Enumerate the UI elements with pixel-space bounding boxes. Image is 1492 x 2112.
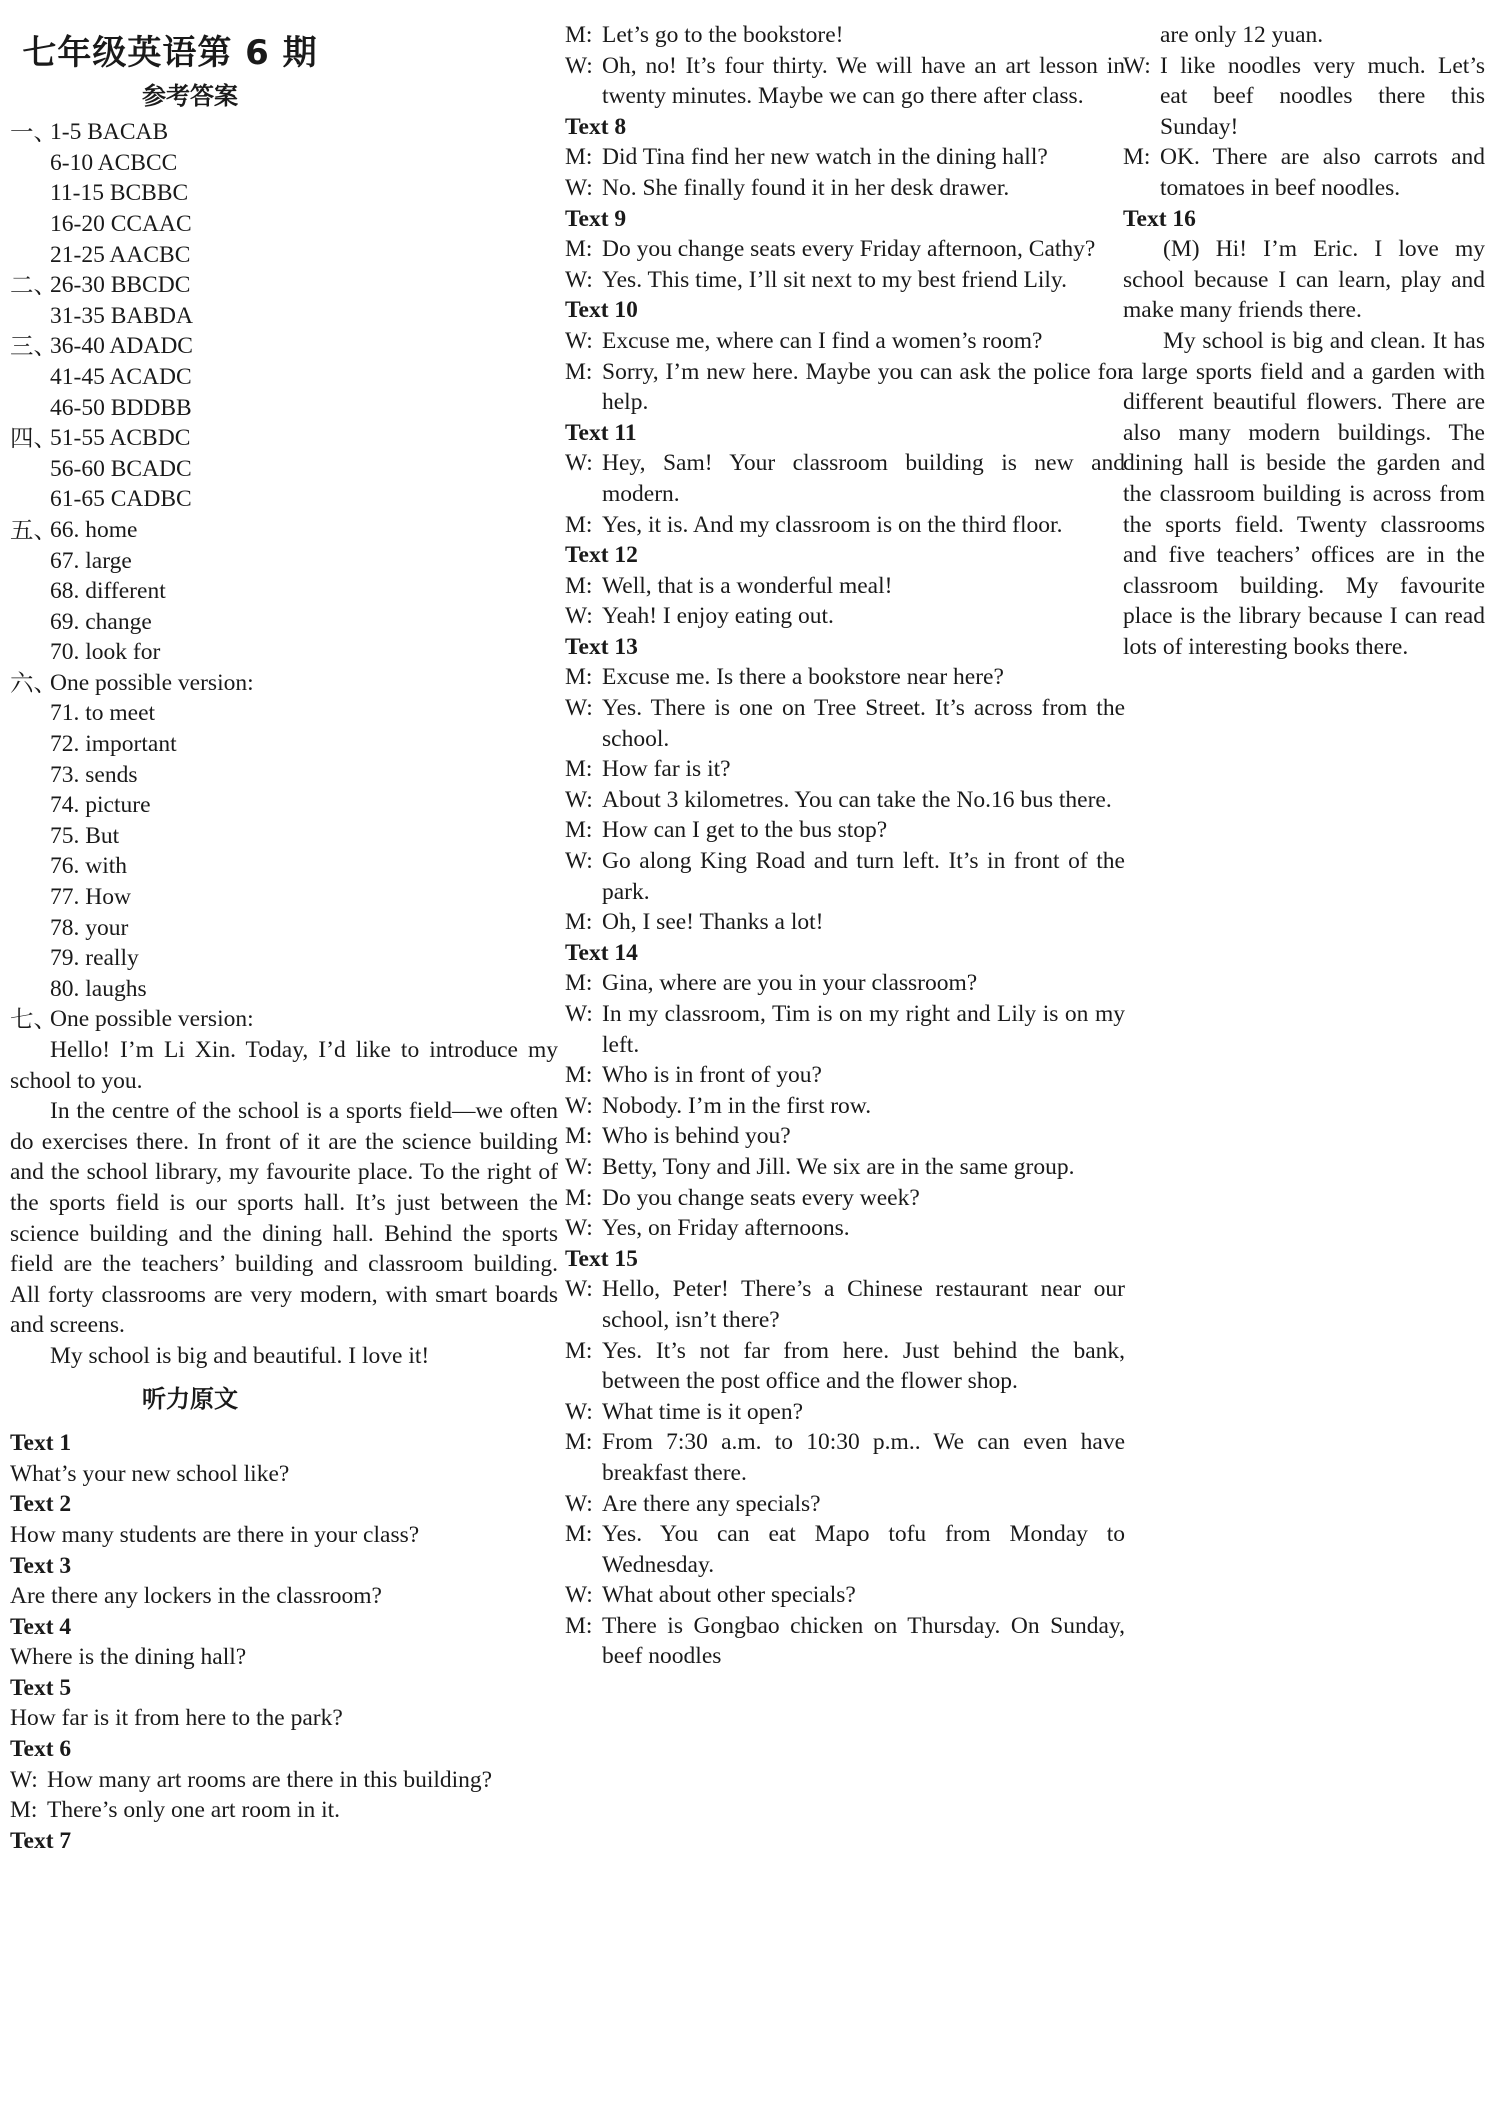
text16-passage: [1123, 234, 1485, 662]
listening-texts-middle: [565, 20, 1125, 1672]
answer-line: 1-5 BACAB: [50, 119, 169, 146]
section-label: 四、: [10, 424, 57, 453]
column-middle: [565, 20, 1125, 1672]
answer-row: [10, 760, 558, 791]
dialogue-line: [565, 1183, 1125, 1214]
speaker-spacer: [1123, 20, 1160, 51]
answer-row: [10, 607, 558, 638]
dialogue-line: [565, 693, 1125, 754]
dialogue-line: [565, 1213, 1125, 1244]
dialogue-line: [565, 846, 1125, 907]
dialogue-line: [10, 1642, 558, 1673]
answer-line: 26-30 BBCDC: [50, 272, 191, 299]
dialogue-line: [565, 1519, 1125, 1580]
text-heading: Text 12: [565, 542, 638, 569]
text-heading: Text 8: [565, 113, 627, 140]
text16-paragraph: (M) Hi! I’m Eric. I love my school because I can learn, play and make many friends there.: [1123, 236, 1485, 324]
dialogue-text: Yes. It’s not far from here. Just behind the bank, between the post office and the flower shop.: [602, 1337, 1125, 1395]
dialogue-line: [10, 1703, 558, 1734]
dialogue-text: What about other specials?: [602, 1582, 856, 1609]
section-label: [10, 148, 50, 179]
answer-row: [10, 882, 558, 913]
dialogue-text: Did Tina find her new watch in the dining hall?: [602, 144, 1048, 171]
section-label: 五、: [10, 515, 57, 544]
dialogue-line: [565, 20, 1125, 51]
dialogue-text: Yes. You can eat Mapo tofu from Monday to Wednesday.: [602, 1521, 1125, 1578]
dialogue-text: How can I get to the bus stop?: [602, 817, 888, 844]
dialogue-line: [565, 1611, 1125, 1672]
speaker-label: W:: [10, 1766, 38, 1793]
answer-line: 75. But: [50, 822, 120, 849]
text-heading: Text 5: [10, 1674, 72, 1701]
dialogue-text: I like noodles very much. Let’s eat beef noodles there this Sunday!: [1160, 52, 1485, 140]
speaker-label: M:: [565, 970, 593, 997]
answer-key: [10, 117, 558, 1004]
speaker-label: W:: [1123, 52, 1151, 79]
speaker-label: M:: [565, 1184, 593, 1211]
dialogue-text: About 3 kilometres. You can take the No.16 bus there.: [602, 786, 1112, 813]
dialogue-line: [10, 1581, 558, 1612]
speaker-label: W:: [565, 174, 593, 201]
answer-row: [10, 698, 558, 729]
answer-line: 77. How: [50, 884, 131, 911]
answer-line: 80. laughs: [50, 975, 147, 1002]
dialogue-line: [565, 357, 1125, 418]
answer-row: [10, 790, 558, 821]
answer-row: [10, 668, 558, 699]
dialogue-line: [10, 1520, 558, 1551]
dialogue-line: [565, 234, 1125, 265]
speaker-label: M:: [565, 909, 593, 936]
dialogue-text: Excuse me, where can I find a women’s room?: [602, 327, 1043, 354]
section-label: [10, 362, 50, 393]
section-label: [10, 637, 50, 668]
dialogue-line: [565, 142, 1125, 173]
speaker-label: W:: [565, 1490, 593, 1517]
answer-line: 69. change: [50, 608, 152, 635]
dialogue-text: Betty, Tony and Jill. We six are in the same group.: [602, 1153, 1075, 1180]
dialogue-text: Are there any lockers in the classroom?: [10, 1583, 382, 1610]
text-heading: Text 1: [10, 1430, 72, 1457]
speaker-label: M:: [565, 1521, 593, 1548]
column-right: [1123, 20, 1485, 662]
dialogue-text: In my classroom, Tim is on my right and Lily is on my left.: [602, 1001, 1125, 1058]
text-heading: Text 4: [10, 1613, 72, 1640]
answer-line: 73. sends: [50, 761, 138, 788]
dialogue-text: Who is in front of you?: [602, 1062, 822, 1089]
answer-row: [10, 943, 558, 974]
dialogue-line: [565, 815, 1125, 846]
dialogue-line: [1123, 142, 1485, 203]
dialogue-text: What’s your new school like?: [10, 1460, 290, 1487]
speaker-label: M:: [565, 817, 593, 844]
answer-line: 36-40 ADADC: [50, 333, 193, 360]
section-label: [10, 729, 50, 760]
dialogue-text: Let’s go to the bookstore!: [602, 22, 844, 48]
answer-line: 74. picture: [50, 792, 151, 819]
sample-essay: [10, 1035, 558, 1372]
speaker-label: M:: [565, 1612, 593, 1639]
answer-line: 72. important: [50, 731, 177, 758]
dialogue-line: [565, 1427, 1125, 1488]
text-heading: Text 16: [1123, 205, 1196, 232]
speaker-label: M:: [10, 1797, 38, 1824]
section-label: [10, 484, 50, 515]
essay-paragraph: In the centre of the school is a sports field—we often do exercises there. In front of it are the science building and the school library, my favourite place. To the right of the sports field is our sports hall. It’s just between the science building and the dining hall. Behind the sports field are the teachers’ building and classroom building. All forty classrooms are very modern, with smart boards and screens.: [10, 1098, 558, 1339]
answer-line: 6-10 ACBCC: [50, 149, 178, 176]
answer-line: 11-15 BCBBC: [50, 180, 189, 207]
answer-row: [10, 637, 558, 668]
section-label: [10, 301, 50, 332]
essay-intro: One possible version:: [50, 1006, 254, 1033]
answer-row: [10, 393, 558, 424]
dialogue-text: Where is the dining hall?: [10, 1644, 247, 1671]
answer-row: [10, 515, 558, 546]
dialogue-line: [565, 265, 1125, 296]
dialogue-line: [565, 1580, 1125, 1611]
dialogue-text: Yes, it is. And my classroom is on the third floor.: [602, 511, 1063, 538]
text-heading: Text 3: [10, 1552, 72, 1579]
speaker-label: W:: [565, 327, 593, 354]
section-label: [10, 851, 50, 882]
answer-line: 78. your: [50, 914, 129, 941]
text-heading: Text 6: [10, 1736, 72, 1763]
dialogue-text: From 7:30 a.m. to 10:30 p.m.. We can even have breakfast there.: [602, 1429, 1125, 1486]
dialogue-text: are only 12 yuan.: [1160, 22, 1324, 48]
speaker-label: W:: [565, 1398, 593, 1425]
answer-row: [10, 576, 558, 607]
dialogue-line: [565, 1121, 1125, 1152]
section-label: 六、: [10, 668, 57, 697]
dialogue-text: Do you change seats every week?: [602, 1184, 920, 1211]
dialogue-line: [565, 999, 1125, 1060]
speaker-label: M:: [565, 358, 593, 385]
section-label: 一、: [10, 118, 57, 147]
section-label: [10, 974, 50, 1005]
listening-heading: 听力原文: [142, 1384, 238, 1413]
section-label: [10, 546, 50, 577]
answer-row: [10, 331, 558, 362]
answer-line: 76. with: [50, 853, 128, 880]
dialogue-text: How many students are there in your class?: [10, 1521, 420, 1548]
section-label: [10, 821, 50, 852]
dialogue-line: [565, 571, 1125, 602]
answer-row: [10, 209, 558, 240]
essay-paragraph: My school is big and beautiful. I love it!: [50, 1342, 430, 1369]
dialogue-text: Yes. There is one on Tree Street. It’s across from the school.: [602, 695, 1125, 752]
dialogue-text: Hey, Sam! Your classroom building is new and modern.: [602, 450, 1125, 507]
dialogue-line: [10, 1459, 558, 1490]
column-left: [10, 20, 558, 1856]
speaker-label: M:: [565, 1062, 593, 1089]
dialogue-text: Gina, where are you in your classroom?: [602, 970, 978, 997]
dialogue-text: Excuse me. Is there a bookstore near here?: [602, 664, 1004, 691]
section-label: 七、: [10, 1005, 57, 1034]
answer-line: 31-35 BABDA: [50, 302, 193, 329]
dialogue-text: Who is behind you?: [602, 1123, 791, 1150]
dialogue-text: There’s only one art room in it.: [47, 1797, 341, 1824]
listening-texts-right: [1123, 20, 1485, 204]
speaker-label: W:: [565, 695, 593, 722]
dialogue-text: Go along King Road and turn left. It’s in front of the park.: [602, 848, 1125, 905]
dialogue-line: [10, 1795, 558, 1826]
speaker-label: W:: [565, 603, 593, 630]
speaker-label: W:: [565, 1276, 593, 1303]
speaker-label: M:: [565, 1123, 593, 1150]
answer-line: 41-45 ACADC: [50, 363, 192, 390]
answer-line: 71. to meet: [50, 700, 156, 727]
answer-row: [10, 117, 558, 148]
page-title: 七年级英语第 6 期: [22, 33, 318, 73]
dialogue-line: [565, 754, 1125, 785]
dialogue-text: Yes, on Friday afternoons.: [602, 1215, 850, 1242]
answer-line: 16-20 CCAAC: [50, 210, 192, 237]
speaker-label: M:: [565, 236, 593, 263]
dialogue-line: [565, 173, 1125, 204]
speaker-label: M:: [565, 664, 593, 691]
answer-row: [10, 974, 558, 1005]
dialogue-text: There is Gongbao chicken on Thursday. On Sunday, beef noodles: [602, 1612, 1125, 1670]
speaker-label: M:: [565, 1337, 593, 1364]
answer-row: [10, 362, 558, 393]
dialogue-line: [1123, 20, 1485, 51]
dialogue-line: [565, 1060, 1125, 1091]
speaker-label: W:: [565, 266, 593, 293]
text-heading: Text 14: [565, 939, 638, 966]
section-label: [10, 790, 50, 821]
section-label: [10, 698, 50, 729]
section-label: [10, 576, 50, 607]
dialogue-text: Do you change seats every Friday afternoon, Cathy?: [602, 236, 1096, 263]
answer-line: 46-50 BDDBB: [50, 394, 192, 421]
dialogue-line: [565, 785, 1125, 816]
speaker-label: W:: [565, 786, 593, 813]
text-heading: Text 13: [565, 633, 638, 660]
listening-texts-left: [10, 1428, 558, 1856]
section-label: [10, 454, 50, 485]
dialogue-line: [565, 1397, 1125, 1428]
dialogue-text: How many art rooms are there in this building?: [47, 1766, 493, 1793]
answer-row: [10, 423, 558, 454]
answer-row: [10, 851, 558, 882]
speaker-label: W:: [565, 1153, 593, 1180]
dialogue-text: Yes. This time, I’ll sit next to my best friend Lily.: [602, 266, 1067, 293]
speaker-label: W:: [565, 450, 593, 477]
section-label: 二、: [10, 271, 57, 300]
speaker-label: W:: [565, 52, 593, 79]
text-heading: Text 15: [565, 1245, 638, 1272]
speaker-label: W:: [565, 1582, 593, 1609]
answer-line: 66. home: [50, 516, 138, 543]
dialogue-text: Well, that is a wonderful meal!: [602, 572, 893, 599]
answer-line: 51-55 ACBDC: [50, 425, 191, 452]
answer-row: [10, 484, 558, 515]
text16-paragraph: My school is big and clean. It has a large sports field and a garden with different beautiful flowers. There are also many modern buildings. The dining hall is beside the garden and the classroom building is across from the sports field. Twenty classrooms and five teachers’ offices are in the classroom building. My favourite place is the library because I can read lots of interesting books there.: [1123, 327, 1485, 660]
section-label: [10, 178, 50, 209]
speaker-label: M:: [565, 572, 593, 599]
answer-row: [10, 821, 558, 852]
answer-row: [10, 178, 558, 209]
answer-line: 21-25 AACBC: [50, 241, 191, 268]
dialogue-line: [565, 510, 1125, 541]
dialogue-line: [565, 1489, 1125, 1520]
section-label: [10, 209, 50, 240]
dialogue-text: Nobody. I’m in the first row.: [602, 1092, 872, 1119]
answer-row: [10, 301, 558, 332]
speaker-label: M:: [1123, 144, 1151, 171]
answer-line: 67. large: [50, 547, 132, 574]
dialogue-line: [565, 1152, 1125, 1183]
dialogue-line: [565, 448, 1125, 509]
speaker-label: M:: [565, 756, 593, 783]
text-heading: Text 9: [565, 205, 627, 232]
answer-line: 79. really: [50, 945, 139, 972]
speaker-label: M:: [565, 1429, 593, 1456]
answer-row: [10, 913, 558, 944]
section-label: 三、: [10, 332, 57, 361]
dialogue-line: [565, 326, 1125, 357]
answer-row: [10, 148, 558, 179]
dialogue-text: OK. There are also carrots and tomatoes in beef noodles.: [1160, 144, 1485, 201]
answer-row: [10, 729, 558, 760]
dialogue-text: Are there any specials?: [602, 1490, 821, 1517]
section-label: [10, 607, 50, 638]
section-label: [10, 943, 50, 974]
section-label: [10, 393, 50, 424]
dialogue-line: [565, 601, 1125, 632]
dialogue-line: [565, 1091, 1125, 1122]
dialogue-line: [565, 1336, 1125, 1397]
dialogue-text: What time is it open?: [602, 1398, 804, 1425]
essay-label-row: [10, 1004, 558, 1035]
speaker-label: W:: [565, 1092, 593, 1119]
dialogue-line: [565, 968, 1125, 999]
section-label: [10, 882, 50, 913]
dialogue-text: How far is it from here to the park?: [10, 1705, 343, 1732]
text-heading: Text 10: [565, 297, 638, 324]
answer-line: One possible version:: [50, 669, 254, 696]
speaker-label: M:: [565, 144, 593, 171]
text-heading: Text 11: [565, 419, 637, 446]
answers-heading: 参考答案: [142, 81, 238, 110]
section-label: [10, 913, 50, 944]
dialogue-text: Hello, Peter! There’s a Chinese restaurant near our school, isn’t there?: [602, 1276, 1125, 1333]
answer-line: 68. different: [50, 578, 166, 605]
dialogue-line: [565, 662, 1125, 693]
answer-line: 70. look for: [50, 639, 161, 666]
speaker-label: W:: [565, 848, 593, 875]
text-heading: Text 2: [10, 1491, 72, 1518]
text-heading: Text 7: [10, 1827, 72, 1854]
speaker-label: W:: [565, 1001, 593, 1027]
section-label: [10, 240, 50, 271]
answer-line: 56-60 BCADC: [50, 455, 192, 482]
section-label: [10, 760, 50, 791]
dialogue-text: Sorry, I’m new here. Maybe you can ask the police for help.: [602, 358, 1125, 416]
dialogue-text: Oh, no! It’s four thirty. We will have an art lesson in twenty minutes. Maybe we can go there after class.: [602, 52, 1125, 110]
dialogue-text: How far is it?: [602, 756, 731, 783]
speaker-label: W:: [565, 1215, 593, 1242]
speaker-label: M:: [565, 22, 593, 48]
answer-row: [10, 454, 558, 485]
dialogue-line: [10, 1765, 558, 1796]
speaker-label: M:: [565, 511, 593, 538]
answer-row: [10, 270, 558, 301]
dialogue-line: [565, 907, 1125, 938]
dialogue-line: [565, 1274, 1125, 1335]
dialogue-text: Oh, I see! Thanks a lot!: [602, 909, 824, 936]
answer-row: [10, 240, 558, 271]
dialogue-line: [1123, 51, 1485, 143]
dialogue-line: [565, 51, 1125, 112]
dialogue-text: No. She finally found it in her desk drawer.: [602, 174, 1010, 201]
dialogue-text: Yeah! I enjoy eating out.: [602, 603, 834, 630]
essay-paragraph: Hello! I’m Li Xin. Today, I’d like to introduce my school to you.: [10, 1037, 558, 1094]
answer-line: 61-65 CADBC: [50, 486, 192, 513]
answer-row: [10, 546, 558, 577]
